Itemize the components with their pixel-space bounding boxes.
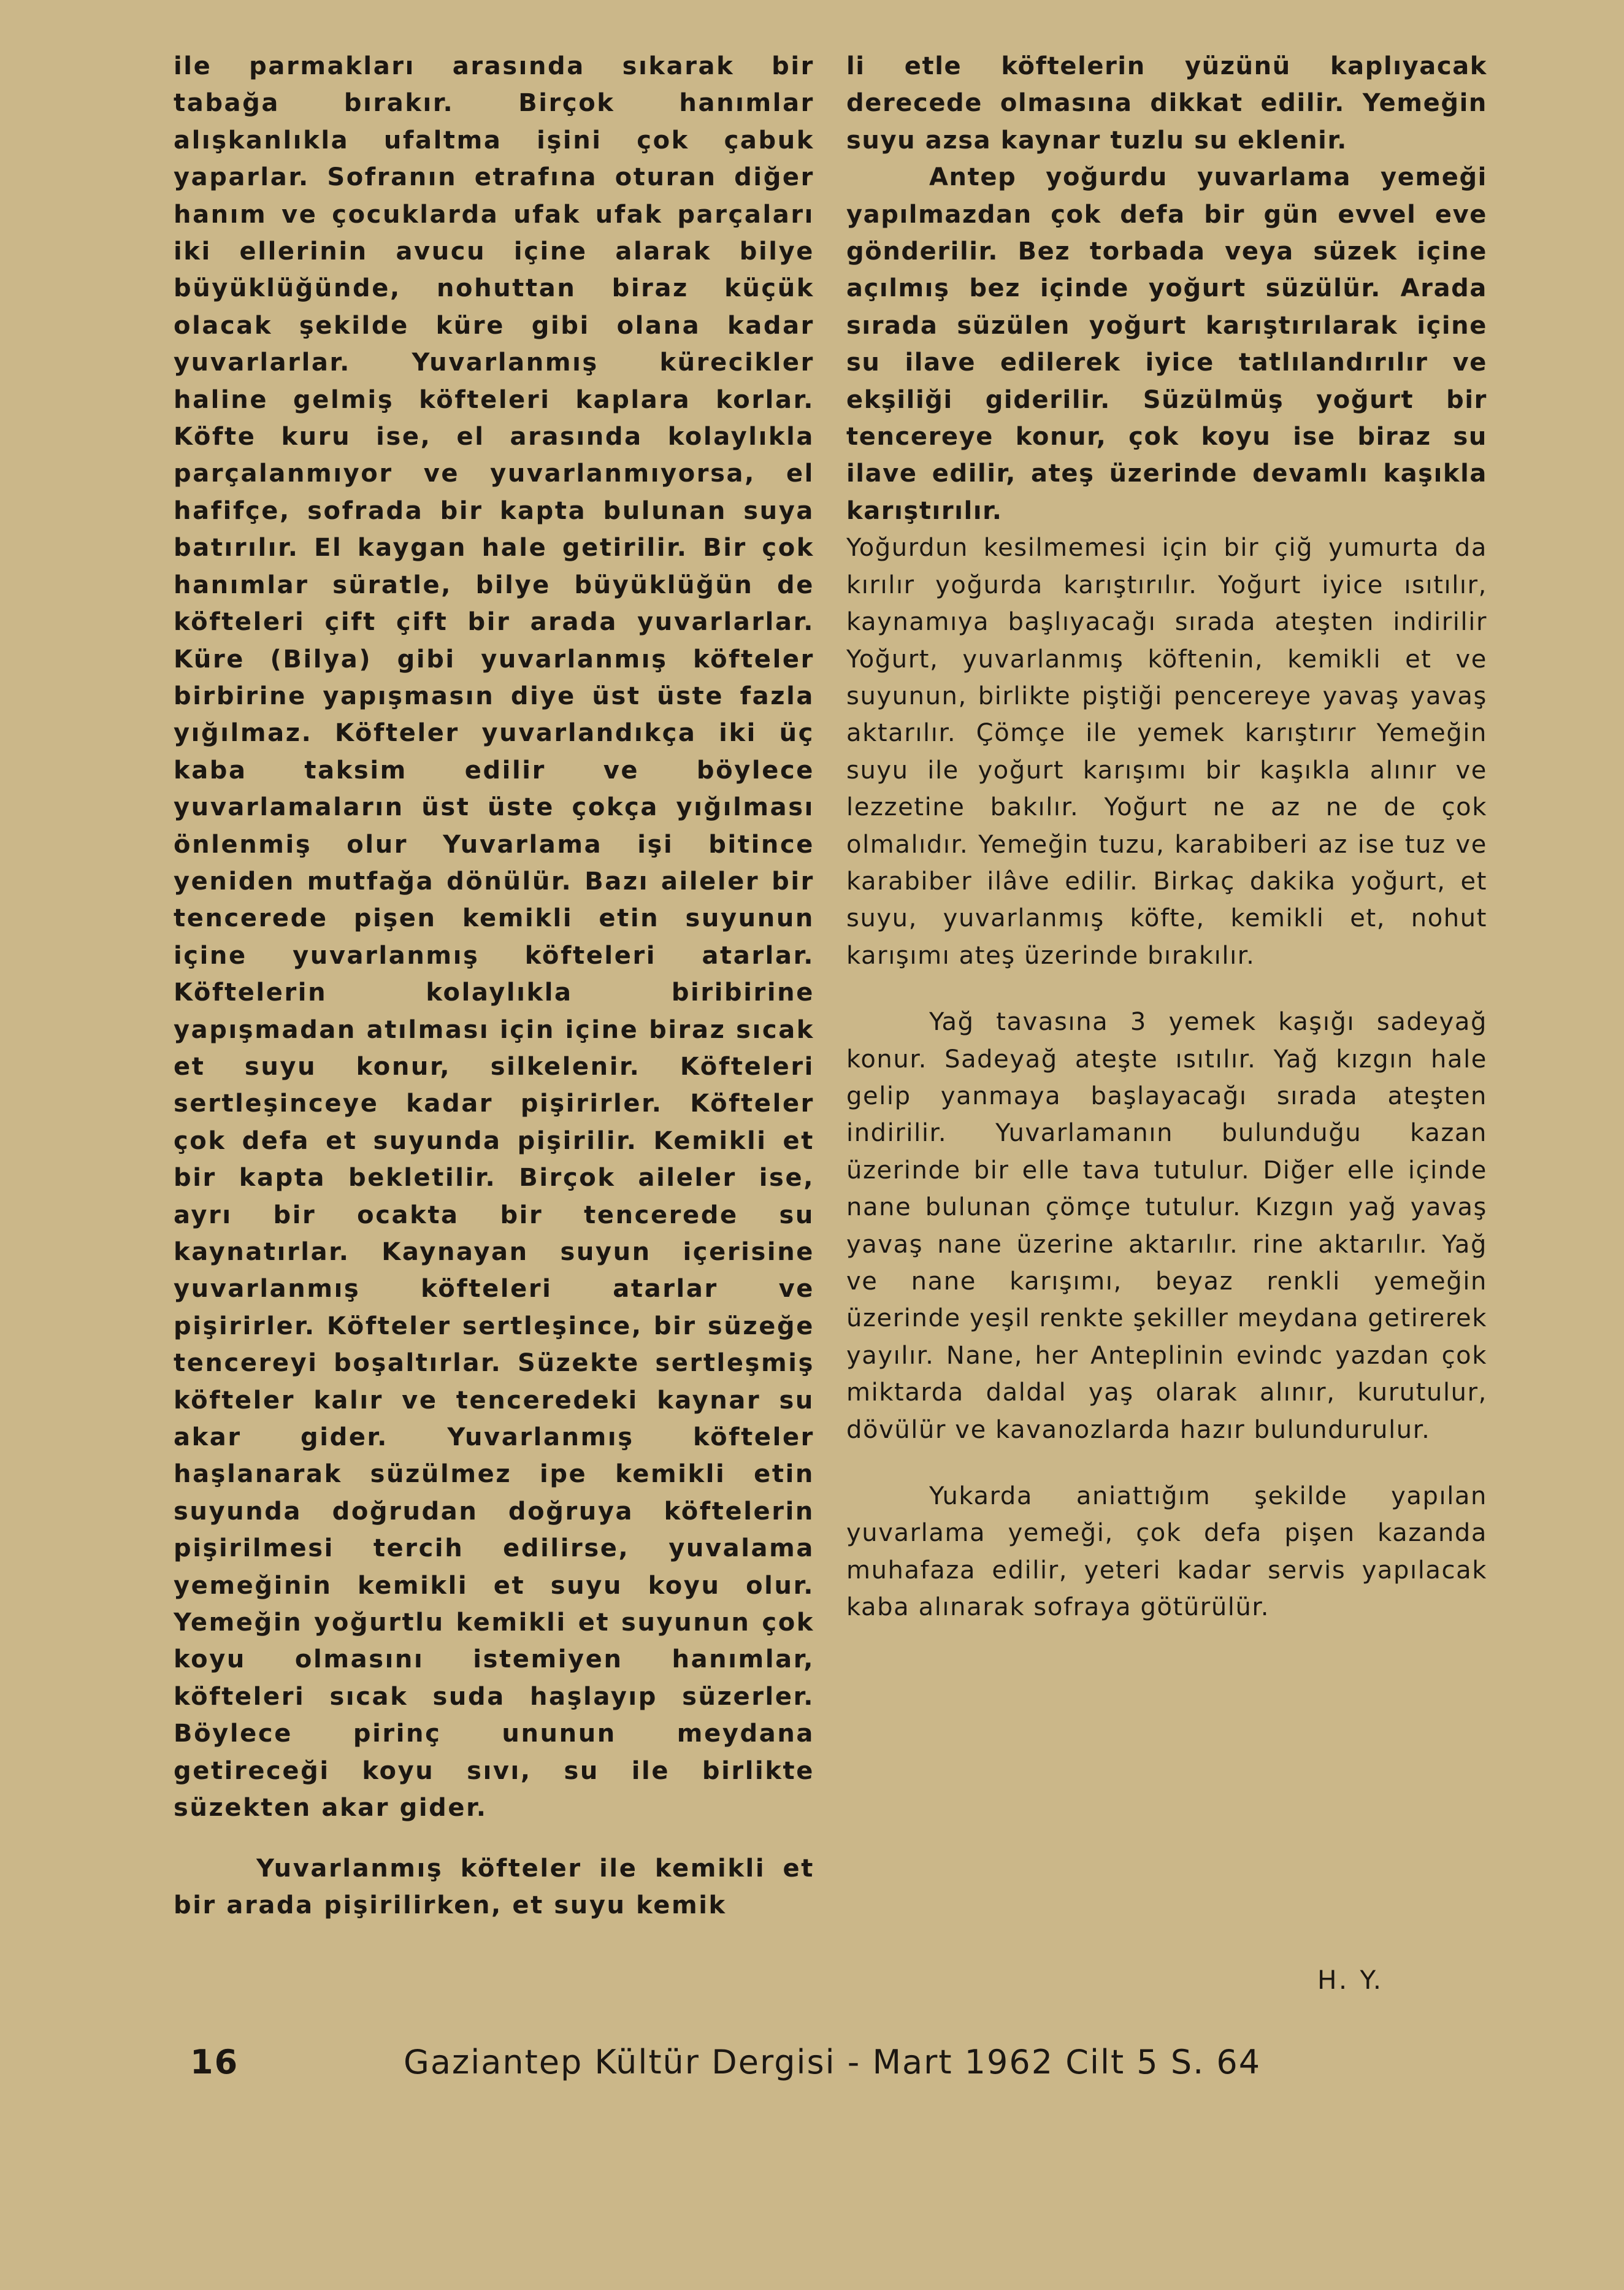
left-column xyxy=(174,48,814,1924)
left-paragraph-2: Yuvarlanmış köfteler ile kemikli et bir arada pişirilirken, et suyu kemik xyxy=(174,1854,814,1919)
right-paragraph-3: Yağ tavasına 3 yemek kaşığı sadeyağ konur. Sadeyağ ateşte ısıtılır. Yağ kızgın hale gelip yanmaya başlayacağı sırada ateşten indirilir. Yuvarlamanın bulunduğu kazan üzerinde bir elle tava tutulur. Diğer elle içinde nane bulunan çömçe tutulur. Kızgın yağ yavaş yavaş nane üzerine aktarılır. rine aktarılır. Yağ ve nane karışımı, beyaz renkli yemeğin üzerinde yeşil renkte şekiller meydana getirerek yayılır. Nane, her Anteplinin evindc yazdan çok miktarda daldal yaş olarak alınır, kurutulur, dövülür ve kavanozlarda hazır bulundurulur. xyxy=(846,1008,1487,1444)
page-footer xyxy=(190,2043,1478,2092)
right-column xyxy=(846,48,1487,1626)
right-paragraph-2: Antep yoğurdu yuvarlama yemeği yapılmazdan çok defa bir gün evvel eve gönderilir. Bez torbada veya süzek içine açılmış bez içinde yoğurt süzülür. Arada sırada süzülen yoğurt karıştırılarak içine su ilave edilerek iyice tatlılandırılır ve ekşiliği giderilir. Süzülmüş yoğurt bir tencereye konur, çok koyu ise biraz su ilave edilir, ateş üzerinde devamlı kaşıkla karıştırılır. xyxy=(846,163,1487,525)
right-paragraph-4: Yukarda aniattığım şekilde yapılan yuvarlama yemeği, çok defa pişen kazanda muhafaza edilir, yeteri kadar servis yapılacak kaba alınarak sofraya götürülür. xyxy=(846,1482,1487,1622)
journal-citation: Gaziantep Kültür Dergisi - Mart 1962 Cilt 5 S. 64 xyxy=(404,2043,1262,2081)
right-paragraph-1: li etle köftelerin yüzünü kaplıyacak derecede olmasına dikkat edilir. Yemeğin suyu azsa kaynar tuzlu su eklenir. xyxy=(846,52,1487,155)
author-signature: H. Y. xyxy=(1317,1965,1384,1995)
left-paragraph-1: ile parmakları arasında sıkarak bir tabağa bırakır. Birçok hanımlar alışkanlıkla ufaltma işini çok çabuk yaparlar. Sofranın etrafına oturan diğer hanım ve çocuklarda ufak ufak parçaları iki ellerinin avucu içine alarak bilye büyüklüğünde, nohuttan biraz küçük olacak şekilde küre gibi olana kadar yuvarlarlar. Yuvarlanmış kürecikler haline gelmiş köfteleri kaplara korlar. Köfte kuru ise, el arasında kolaylıkla parçalanmıyor ve yuvarlanmıyorsa, el hafifçe, sofrada bir kapta bulunan suya batırılır. El kaygan hale getirilir. Bir çok hanımlar süratle, bilye büyüklüğün de köfteleri çift çift bir arada yuvarlarlar. Küre (Bilya) gibi yuvarlanmış köfteler birbirine yapışmasın diye üst üste fazla yığılmaz. Köfteler yuvarlandıkça iki üç kaba taksim edilir ve böylece yuvarlamaların üst üste çokça yığılması önlenmiş olur Yuvarlama işi bitince yeniden mutfağa dönülür. Bazı aileler bir tencerede pişen kemikli etin suyunun içine yuvarlanmış köfteleri atarlar. Köftelerin kolaylıkla biribirine yapışmadan atılması için içine biraz sıcak et suyu konur, silkelenir. Köfteleri sertleşinceye kadar pişirirler. Köfteler çok defa et suyunda pişirilir. Kemikli et bir kapta bekletilir. Birçok aileler ise, ayrı bir ocakta bir tencerede su kaynatırlar. Kaynayan suyun içerisine yuvarlanmış köfteleri atarlar ve pişirirler. Köfteler sertleşince, bir süzeğe tencereyi boşaltırlar. Süzekte sertleşmiş köfteler kalır ve tenceredeki kaynar su akar gider. Yuvarlanmış köfteler haşlanarak süzülmez ipe kemikli etin suyunda doğrudan doğruya köftelerin pişirilmesi tercih edilirse, yuvalama yemeğinin kemikli et suyu koyu olur. Yemeğin yoğurtlu kemikli et suyunun çok koyu olmasını istemiyen hanımlar, köfteleri sıcak suda haşlayıp süzerler. Böylece pirinç ununun meydana getireceği koyu sıvı, su ile birlikte süzekten akar gider. xyxy=(174,52,814,1823)
page-number: 16 xyxy=(190,2043,239,2081)
right-paragraph-2b: Yoğurdun kesilmemesi için bir çiğ yumurta da kırılır yoğurda karıştırılır. Yoğurt iyice ısıtılır, kaynamıya başlıyacağı sırada ateşten indirilir Yoğurt, yuvarlanmış köftenin, kemikli et ve suyunun, birlikte piştiği pencereye yavaş yavaş aktarılır. Çömçe ile yemek karıştırır Yemeğin suyu ile yoğurt karışımı bir kaşıkla alınır ve lezzetine bakılır. Yoğurt ne az ne de çok olmalıdır. Yemeğin tuzu, karabiberi az ise tuz ve karabiber ilâve edilir. Birkaç dakika yoğurt, et suyu, yuvarlanmış köfte, kemikli et, nohut karışımı ateş üzerinde bırakılır. xyxy=(846,534,1487,970)
